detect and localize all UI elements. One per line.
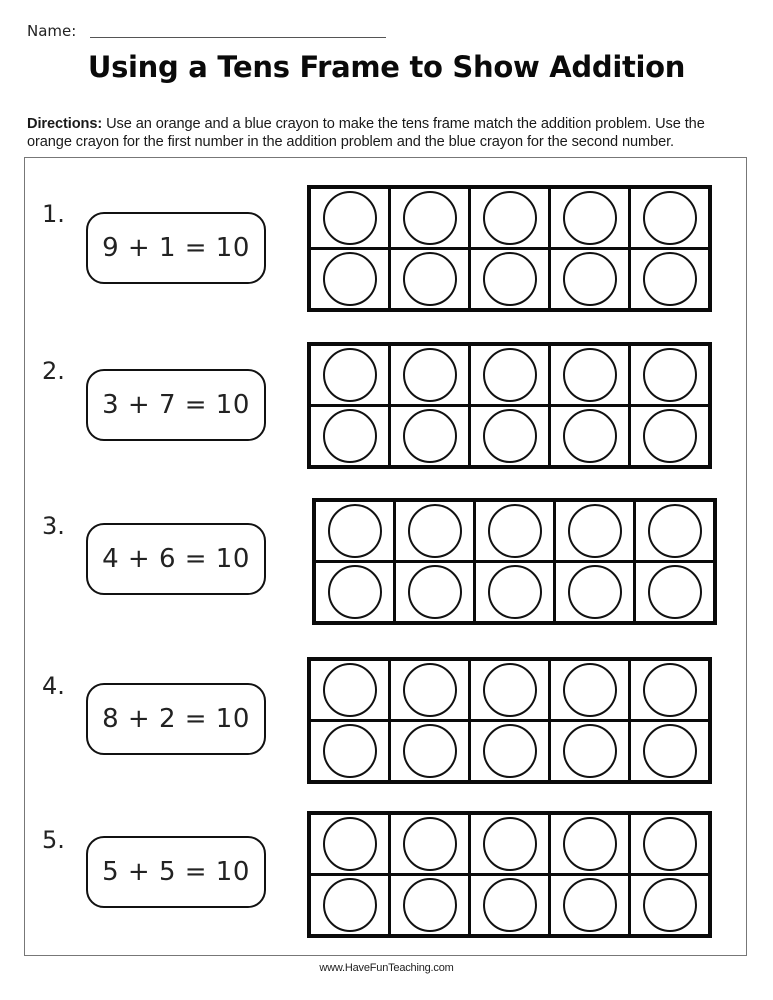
frame-cell	[311, 722, 388, 780]
frame-cell	[551, 722, 628, 780]
frame-cell	[551, 250, 628, 308]
circle-icon[interactable]	[408, 565, 462, 619]
frame-cell	[551, 876, 628, 934]
frame-cell	[551, 815, 628, 873]
footer-website: www.HaveFunTeaching.com	[319, 962, 454, 974]
frame-cell	[391, 815, 468, 873]
circle-icon[interactable]	[403, 878, 457, 932]
directions-label: Directions:	[27, 116, 103, 132]
frame-cell	[471, 661, 548, 719]
circle-icon[interactable]	[563, 409, 617, 463]
circle-icon[interactable]	[563, 878, 617, 932]
frame-cell	[551, 189, 628, 247]
circle-icon[interactable]	[403, 348, 457, 402]
frame-cell	[636, 563, 713, 621]
circle-icon[interactable]	[408, 504, 462, 558]
frame-cell	[631, 815, 708, 873]
frame-cell	[311, 189, 388, 247]
circle-icon[interactable]	[323, 878, 377, 932]
circle-icon[interactable]	[323, 817, 377, 871]
frame-cell	[316, 502, 393, 560]
circle-icon[interactable]	[568, 504, 622, 558]
circle-icon[interactable]	[483, 878, 537, 932]
equation-box: 9 + 1 = 10	[86, 212, 266, 284]
circle-icon[interactable]	[323, 663, 377, 717]
frame-cell	[311, 407, 388, 465]
equation-box: 8 + 2 = 10	[86, 683, 266, 755]
frame-cell	[316, 563, 393, 621]
circle-icon[interactable]	[643, 878, 697, 932]
circle-icon[interactable]	[643, 663, 697, 717]
circle-icon[interactable]	[563, 817, 617, 871]
page-title: Using a Tens Frame to Show Addition	[87, 50, 686, 84]
circle-icon[interactable]	[483, 191, 537, 245]
frame-cell	[311, 250, 388, 308]
frame-cell	[631, 661, 708, 719]
problem-number: 5.	[42, 826, 65, 854]
circle-icon[interactable]	[403, 817, 457, 871]
circle-icon[interactable]	[648, 504, 702, 558]
circle-icon[interactable]	[483, 663, 537, 717]
frame-cell	[471, 722, 548, 780]
circle-icon[interactable]	[323, 409, 377, 463]
circle-icon[interactable]	[648, 565, 702, 619]
circle-icon[interactable]	[643, 348, 697, 402]
circle-icon[interactable]	[483, 409, 537, 463]
circle-icon[interactable]	[403, 663, 457, 717]
tens-frame	[307, 185, 712, 312]
circle-icon[interactable]	[483, 724, 537, 778]
tens-frame	[312, 498, 717, 625]
frame-cell	[631, 876, 708, 934]
circle-icon[interactable]	[323, 348, 377, 402]
tens-frame	[307, 342, 712, 469]
frame-cell	[471, 189, 548, 247]
frame-cell	[391, 346, 468, 404]
equation-box: 3 + 7 = 10	[86, 369, 266, 441]
circle-icon[interactable]	[328, 504, 382, 558]
frame-cell	[551, 661, 628, 719]
frame-cell	[311, 876, 388, 934]
frame-cell	[471, 346, 548, 404]
circle-icon[interactable]	[328, 565, 382, 619]
circle-icon[interactable]	[643, 252, 697, 306]
frame-cell	[631, 346, 708, 404]
circle-icon[interactable]	[403, 252, 457, 306]
frame-cell	[311, 661, 388, 719]
frame-cell	[471, 407, 548, 465]
problem-number: 2.	[42, 357, 65, 385]
equation-box: 5 + 5 = 10	[86, 836, 266, 908]
problem-number: 1.	[42, 200, 65, 228]
circle-icon[interactable]	[323, 724, 377, 778]
frame-cell	[391, 250, 468, 308]
frame-cell	[311, 346, 388, 404]
equation-box: 4 + 6 = 10	[86, 523, 266, 595]
frame-cell	[396, 563, 473, 621]
circle-icon[interactable]	[643, 817, 697, 871]
circle-icon[interactable]	[323, 191, 377, 245]
frame-cell	[391, 407, 468, 465]
circle-icon[interactable]	[488, 504, 542, 558]
frame-cell	[631, 189, 708, 247]
circle-icon[interactable]	[643, 409, 697, 463]
circle-icon[interactable]	[563, 348, 617, 402]
frame-cell	[471, 815, 548, 873]
circle-icon[interactable]	[568, 565, 622, 619]
tens-frame	[307, 811, 712, 938]
frame-cell	[391, 189, 468, 247]
frame-cell	[556, 502, 633, 560]
frame-cell	[391, 876, 468, 934]
frame-cell	[636, 502, 713, 560]
frame-cell	[551, 407, 628, 465]
frame-cell	[631, 407, 708, 465]
frame-cell	[556, 563, 633, 621]
frame-cell	[471, 250, 548, 308]
circle-icon[interactable]	[403, 409, 457, 463]
directions	[27, 115, 747, 151]
circle-icon[interactable]	[403, 724, 457, 778]
tens-frame	[307, 657, 712, 784]
frame-cell	[631, 722, 708, 780]
circle-icon[interactable]	[563, 724, 617, 778]
frame-cell	[396, 502, 473, 560]
problem-number: 3.	[42, 512, 65, 540]
problem-number: 4.	[42, 672, 65, 700]
circle-icon[interactable]	[483, 252, 537, 306]
frame-cell	[391, 661, 468, 719]
frame-cell	[551, 346, 628, 404]
frame-cell	[311, 815, 388, 873]
circle-icon[interactable]	[403, 191, 457, 245]
name-label: Name:	[27, 22, 77, 40]
circle-icon[interactable]	[483, 348, 537, 402]
circle-icon[interactable]	[323, 252, 377, 306]
circle-icon[interactable]	[488, 565, 542, 619]
frame-cell	[476, 563, 553, 621]
circle-icon[interactable]	[563, 252, 617, 306]
circle-icon[interactable]	[483, 817, 537, 871]
frame-cell	[471, 876, 548, 934]
frame-cell	[631, 250, 708, 308]
circle-icon[interactable]	[643, 724, 697, 778]
frame-cell	[476, 502, 553, 560]
frame-cell	[391, 722, 468, 780]
name-write-line[interactable]	[90, 37, 386, 38]
circle-icon[interactable]	[563, 663, 617, 717]
circle-icon[interactable]	[563, 191, 617, 245]
circle-icon[interactable]	[643, 191, 697, 245]
directions-text: Use an orange and a blue crayon to make the tens frame match the addition problem. Use the orange crayon for the first number in the addition problem and the blue crayon for the second number.	[27, 116, 705, 150]
